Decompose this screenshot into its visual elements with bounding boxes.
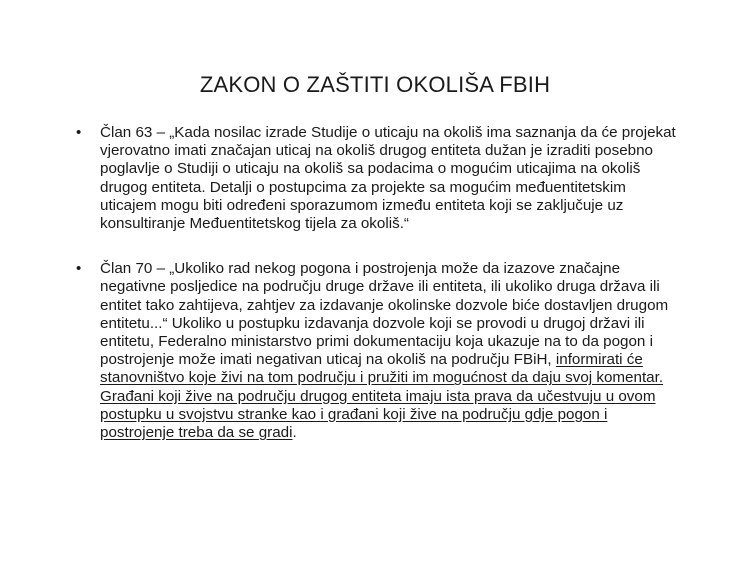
bullet-text-end: . bbox=[292, 424, 297, 442]
bullet-item-clan-63 bbox=[76, 124, 676, 233]
bullet-dot-icon: • bbox=[76, 124, 82, 141]
bullet-text: Član 63 – „Kada nosilac izrade Studije o uticaju na okoliš ima saznanja da će projekat vjerovatno imati značajan uticaj na okoliš drugog entiteta dužan je izraditi posebno poglavlje o Studiji o uticaju na okoliš sa podacima o mogućim uticajima na okoliš drugog entiteta. Detalji o postupcima za projekte sa mogućim međuentitetskim uticajem mogu biti određeni sporazumom između entiteta koji se zaključuje uz konsultiranje Međuentitetskog tijela za okoliš.“ bbox=[100, 124, 676, 233]
bullet-text: Član 70 – „Ukoliko rad nekog pogona i postrojenja može da izazove značajne negativne posljedice na području druge države ili entiteta, ili ukoliko druga država ili entitet tako zahtijeva, zahtjev za izdavanje okolinske dozvole biće dostavljen drugom entitetu...“ Ukoliko u postupku izdavanja dozvole koji se provodi u drugoj državi ili entitetu, Federalno ministarstvo primi dokumentaciju koja ukazuje na to da pogon i postrojenje može imati negativan uticaj na okoliš na području FBiH, bbox=[100, 260, 669, 369]
bullet-text-underlined: informirati će stanovništvo koje živi na tom području i pružiti im mogućnost da daju svoj komentar. Građani koji žive na području drugog entiteta imaju ista prava da učestvuju u ovom postupku u svojstvu stranke kao i građani koji žive na području gdje pogon i postrojenje treba da se gradi bbox=[100, 351, 664, 442]
bullet-list bbox=[76, 124, 676, 469]
slide-title: ZAKON O ZAŠTITI OKOLIŠA FBIH bbox=[199, 72, 551, 97]
bullet-item-clan-70 bbox=[76, 260, 676, 442]
bullet-dot-icon: • bbox=[76, 260, 82, 278]
